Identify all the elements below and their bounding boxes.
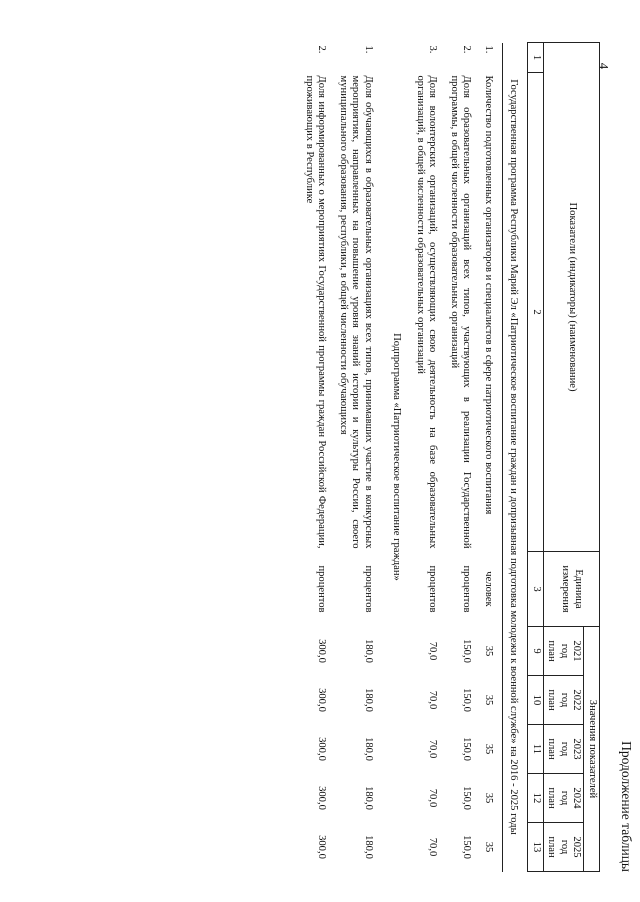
row-indicator: Доля обучающихся в образовательных организациях всех типов, принимавших участие в конкурсных мероприятиях, направленных на повышение уровня знаний истории и культуры России, своего муниципального образования, республики, в общей численности обучающихся [338, 75, 374, 549]
row-value: 150,0 [461, 737, 473, 761]
row-value: 150,0 [461, 835, 473, 859]
column-number: 13 [528, 823, 544, 872]
row-value: 35 [483, 743, 494, 755]
table-row [413, 43, 447, 872]
table-row [447, 43, 481, 872]
row-unit: процентов [363, 565, 374, 613]
row-unit: процентов [427, 565, 439, 613]
column-number: 9 [528, 627, 544, 676]
header-year-line: 2021 [571, 640, 583, 662]
row-value: 180,0 [363, 737, 374, 761]
table-body [302, 43, 529, 872]
header-column-numbers [528, 43, 544, 872]
header-unit: Единица измерения [544, 552, 600, 627]
table-row [336, 43, 383, 872]
row-value: 150,0 [461, 786, 473, 810]
header-values-group: Значения показателей [584, 627, 600, 872]
row-value: 150,0 [461, 639, 473, 663]
document-sheet [80, 42, 640, 892]
row-value: 70,0 [427, 641, 439, 661]
row-unit: процентов [461, 565, 473, 613]
header-year-line: план [546, 738, 558, 760]
header-year-2022 [544, 676, 585, 725]
row-value: 150,0 [461, 688, 473, 712]
column-number: 3 [528, 552, 544, 627]
header-year-line: 2023 [571, 738, 583, 760]
subprogram-title: Подпрограмма «Патриотическое воспитание граждан» [391, 333, 403, 581]
table-row [481, 43, 503, 872]
header-year-line: 2022 [571, 689, 583, 711]
indicators-table [302, 42, 601, 872]
program-title: Государственная программа Республики Марий Эл «Патриотическое воспитание граждан и допризывная подготовка молодежи к военной службе» на 2016 - 2025 годы [503, 43, 529, 872]
row-unit: человек [483, 571, 494, 607]
row-indicator: Доля волонтерских организаций, осуществляющих свою деятельность на базе образовательных организаций, в общей численности образовательных организаций [415, 75, 439, 549]
header-year-line: год [559, 790, 570, 806]
header-year-2024 [544, 774, 585, 823]
row-index: 1. [363, 45, 374, 54]
header-year-line: 2025 [571, 836, 583, 858]
header-year-2021 [544, 627, 585, 676]
row-value: 35 [483, 792, 494, 804]
header-year-line: план [546, 640, 558, 662]
header-year-line: план [546, 836, 558, 858]
column-number: 11 [528, 725, 544, 774]
row-value: 180,0 [363, 639, 374, 663]
header-indicator: Показатели (индикаторы) (наименование) [544, 43, 600, 552]
header-year-line: план [546, 787, 558, 809]
row-value: 70,0 [427, 739, 439, 759]
row-value: 300,0 [316, 737, 328, 761]
header-year-2023 [544, 725, 585, 774]
row-value: 180,0 [363, 688, 374, 712]
header-year-line: год [559, 643, 570, 659]
page-number: 4 [596, 62, 612, 70]
header-year-line: год [559, 692, 570, 708]
column-number: 1 [528, 43, 544, 73]
row-index: 2. [316, 45, 328, 54]
header-year-2025 [544, 823, 585, 872]
row-value: 35 [483, 841, 494, 853]
row-value: 300,0 [316, 639, 328, 663]
row-index: 3. [427, 45, 439, 54]
header-year-line: 2024 [571, 787, 583, 809]
row-unit: процентов [316, 565, 328, 613]
row-value: 180,0 [363, 835, 374, 859]
row-value: 70,0 [427, 837, 439, 857]
row-value: 35 [483, 645, 494, 657]
row-indicator: Доля образовательных организаций всех типов, участвующих в реализации Государственной программы, в общей численности образовательных организаций [449, 75, 473, 549]
row-index: 1. [483, 45, 494, 54]
row-value: 70,0 [427, 788, 439, 808]
column-number: 12 [528, 774, 544, 823]
row-index: 2. [461, 45, 473, 54]
row-value: 300,0 [316, 835, 328, 859]
column-number: 10 [528, 676, 544, 725]
row-value: 300,0 [316, 688, 328, 712]
row-value: 70,0 [427, 690, 439, 710]
header-year-line: план [546, 689, 558, 711]
row-indicator: Доля информированных о мероприятиях Государственной программы граждан Российской Федерации, проживающих в Республике [304, 75, 328, 549]
row-indicator: Количество подготовленных организаторов и специалистов в сфере патриотического воспитания [483, 75, 494, 515]
continuation-title: Продолжение таблицы [619, 741, 634, 872]
row-value: 35 [483, 694, 494, 706]
header-year-line: год [559, 741, 570, 757]
table-row [302, 43, 336, 872]
column-number: 2 [528, 73, 544, 552]
header-year-line: год [559, 839, 570, 855]
row-value: 180,0 [363, 786, 374, 810]
row-value: 300,0 [316, 786, 328, 810]
